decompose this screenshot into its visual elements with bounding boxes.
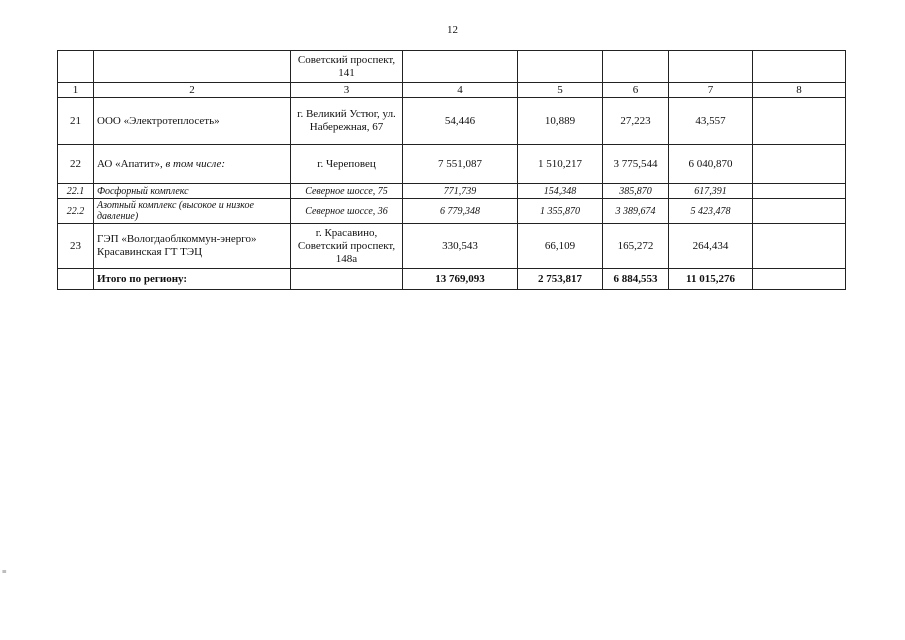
total-col-5: 2 753,817 [518, 269, 603, 290]
column-number: 1 [58, 83, 94, 98]
table-cell: Советский проспект, 141 [291, 51, 403, 83]
value-col-6: 385,870 [603, 184, 669, 199]
organization-name [94, 145, 291, 184]
column-number-row [58, 83, 846, 98]
organization-name: ООО «Электротеплосеть» [94, 98, 291, 145]
total-col-6: 6 884,553 [603, 269, 669, 290]
column-number: 5 [518, 83, 603, 98]
table-cell [518, 51, 603, 83]
total-row [58, 269, 846, 290]
value-col-8 [753, 184, 846, 199]
table-cell [753, 51, 846, 83]
column-number: 2 [94, 83, 291, 98]
value-col-5: 66,109 [518, 224, 603, 269]
table-row [58, 51, 846, 83]
table-row [58, 184, 846, 199]
table-cell [669, 51, 753, 83]
total-col-7: 11 015,276 [669, 269, 753, 290]
table-cell [403, 51, 518, 83]
value-col-6: 3 389,674 [603, 199, 669, 224]
organization-name: ГЭП «Вологдаоблкоммун-энерго» Красавинская ГТ ТЭЦ [94, 224, 291, 269]
row-number: 22 [58, 145, 94, 184]
value-col-4: 6 779,348 [403, 199, 518, 224]
table-cell [291, 269, 403, 290]
column-number: 3 [291, 83, 403, 98]
row-number: 22.2 [58, 199, 94, 224]
value-col-4: 330,543 [403, 224, 518, 269]
table-cell [58, 269, 94, 290]
column-number: 7 [669, 83, 753, 98]
value-col-5: 154,348 [518, 184, 603, 199]
value-col-4: 7 551,087 [403, 145, 518, 184]
organization-name: Фосфорный комплекс [94, 184, 291, 199]
table-row [58, 224, 846, 269]
table-cell [753, 269, 846, 290]
table-cell [603, 51, 669, 83]
value-col-8 [753, 199, 846, 224]
data-table [57, 50, 846, 290]
column-number: 4 [403, 83, 518, 98]
page-number: 12 [447, 24, 458, 36]
value-col-7: 264,434 [669, 224, 753, 269]
value-col-6: 3 775,544 [603, 145, 669, 184]
value-col-8 [753, 98, 846, 145]
row-number: 23 [58, 224, 94, 269]
row-number: 21 [58, 98, 94, 145]
total-label: Итого по региону: [94, 269, 291, 290]
value-col-4: 54,446 [403, 98, 518, 145]
address: Северное шоссе, 36 [291, 199, 403, 224]
value-col-5: 10,889 [518, 98, 603, 145]
value-col-7: 5 423,478 [669, 199, 753, 224]
table-row [58, 145, 846, 184]
row-number: 22.1 [58, 184, 94, 199]
column-number: 6 [603, 83, 669, 98]
value-col-8 [753, 224, 846, 269]
address: г. Череповец [291, 145, 403, 184]
margin-mark: ≡ [2, 567, 6, 576]
address: г. Великий Устюг, ул. Набережная, 67 [291, 98, 403, 145]
value-col-7: 6 040,870 [669, 145, 753, 184]
table-row [58, 199, 846, 224]
address: Северное шоссе, 75 [291, 184, 403, 199]
value-col-6: 165,272 [603, 224, 669, 269]
value-col-5: 1 355,870 [518, 199, 603, 224]
value-col-7: 617,391 [669, 184, 753, 199]
value-col-6: 27,223 [603, 98, 669, 145]
table-cell [94, 51, 291, 83]
column-number: 8 [753, 83, 846, 98]
table-row [58, 98, 846, 145]
organization-name-text: АО «Апатит», [97, 157, 163, 170]
table-cell [58, 51, 94, 83]
address: г. Красавино, Советский проспект, 148а [291, 224, 403, 269]
value-col-7: 43,557 [669, 98, 753, 145]
total-col-4: 13 769,093 [403, 269, 518, 290]
value-col-4: 771,739 [403, 184, 518, 199]
value-col-8 [753, 145, 846, 184]
organization-name-suffix: в том числе: [162, 157, 226, 170]
value-col-5: 1 510,217 [518, 145, 603, 184]
organization-name: Азотный комплекс (высокое и низкое давление) [94, 199, 291, 224]
